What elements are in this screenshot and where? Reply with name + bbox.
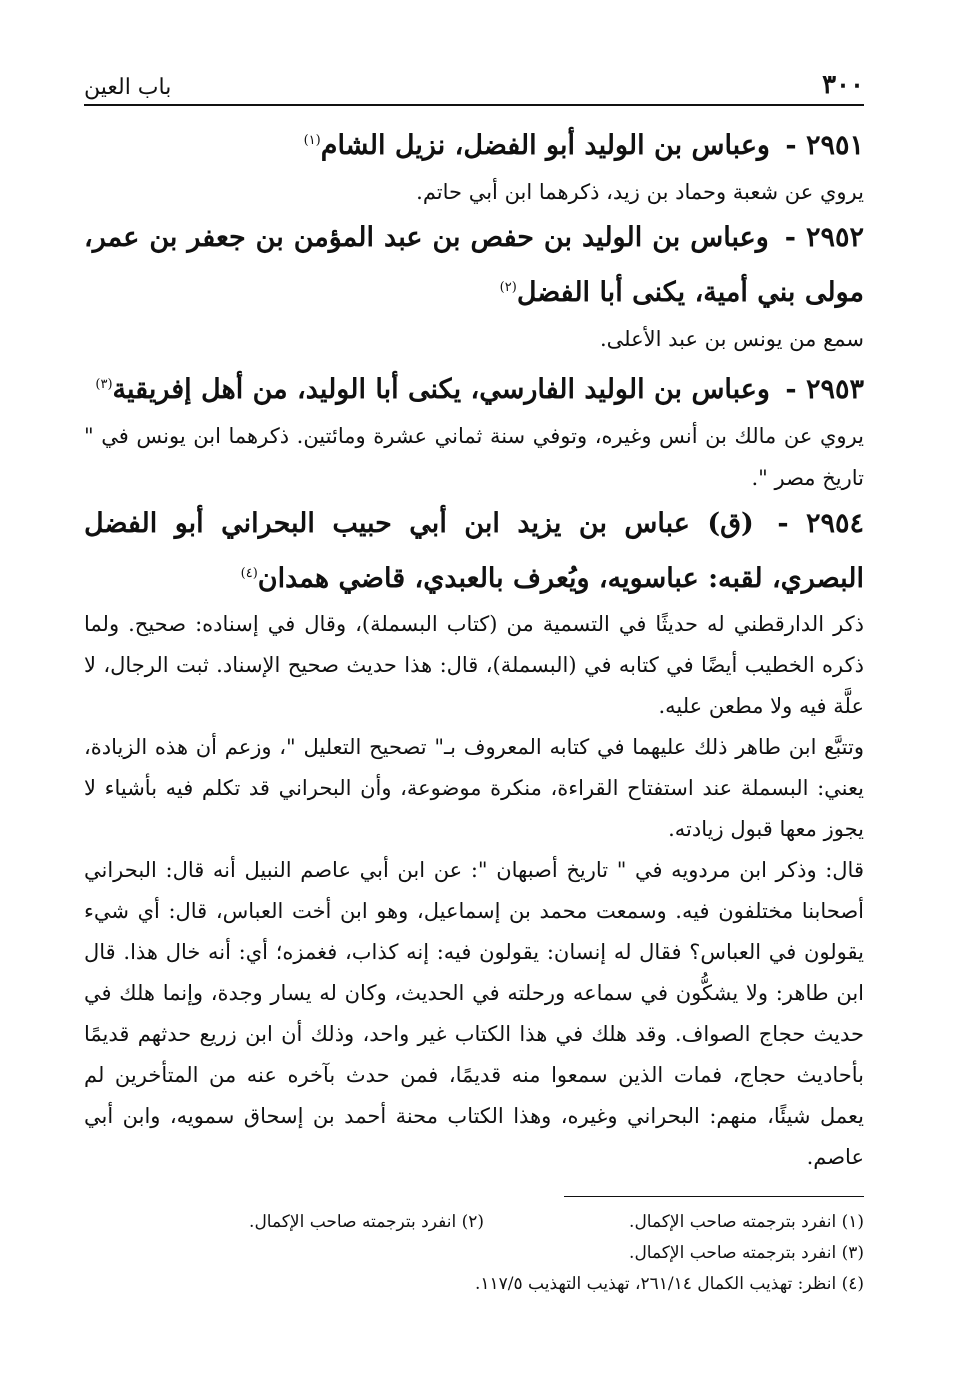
body-paragraph: وتتبَّع ابن طاهر ذلك عليهما في كتابه المعروف بـ" تصحيح التعليل "، وزعم أن هذه الزيادة، يعني: البسملة عند استفتاح القراءة، منكرة موضوعة، وأن البحراني قد تكلم فيه بأشياء لا يجوز معها قبول زيادته.: [84, 735, 864, 841]
footnote-ref[interactable]: (٢): [499, 280, 517, 295]
entry-title-text: وعباس بن الوليد بن حفص بن عبد المؤمن بن جعفر بن عمر، مولى بني أمية، يكنى أبا الفضل: [84, 222, 864, 308]
footnote-divider: [564, 1196, 864, 1197]
footnote-row: [84, 1207, 864, 1238]
entry-number: ٢٩٥٤ -: [777, 508, 865, 539]
entry-number: ٢٩٥٣ -: [785, 374, 864, 405]
entry-title: [84, 213, 864, 318]
footnote: (٢) انفرد بترجمته صاحب الإكمال.: [249, 1212, 484, 1232]
entry-body: يروي عن شعبة وحماد بن زيد، ذكرهما ابن أبي حاتم.: [416, 180, 864, 204]
page-number: ٣٠٠: [822, 70, 864, 100]
page-header: [84, 60, 864, 106]
body-paragraph: ذكر الدارقطني له حديثًا في التسمية من (كتاب البسملة)، وقال في إسناده: صحيح. ولما ذكره الخطيب أيضًا في كتابه في (البسملة)، قال: هذا حديث صحيح الإسناد. ثبت الرجال، لا علَّة فيه ولا مطعن عليه.: [84, 612, 864, 718]
entry-title-text: وعباس بن الوليد أبو الفضل، نزيل الشام: [320, 130, 770, 161]
entry-body: يروي عن مالك بن أنس وغيره، وتوفي سنة ثماني عشرة ومائتين. ذكرهما ابن يونس في " تاريخ مصر ".: [84, 424, 864, 490]
entry-title: [84, 360, 864, 415]
entry-number: ٢٩٥٢ -: [784, 222, 864, 253]
footnote: (٤) انظر: تهذيب الكمال ٢٦١/١٤، تهذيب التهذيب ١١٧/٥.: [474, 1274, 864, 1294]
body-paragraph: قال: وذكر ابن مردويه في " تاريخ أصبهان ": عن ابن أبي عاصم النبيل أنه قال: البحراني أصحابنا مختلفون فيه. وسمعت محمد بن إسماعيل، وهو ابن أخت العباس، قال: أي شيء يقولون في العباس؟ فقال له إنسان: يقولون فيه: إنه كذاب، فغمزه؛ أي: أنه خال هذا. قال ابن طاهر: ولا يشكُّون في سماعه ورحلته في الحديث، وكان له يسار وجدة، وإنما هلك في حديث حجاج الصواف. وقد هلك في هذا الكتاب غير واحد، وذلك أن ابن زريع حدثهم قديمًا بأحاديث حجاج، فمات الذين سمعوا منه قديمًا، فمن حدث بآخره عنه من المتأخرين لم يعمل شيئًا، منهم: البحراني وغيره، وهذا الكتاب محنة أحمد بن إسحاق سمويه، وابن أبي عاصم.: [84, 858, 864, 1169]
entry-number: ٢٩٥١ -: [785, 130, 864, 161]
entry-title-text: (ق) عباس بن يزيد ابن أبي حبيب البحراني أبو الفضل البصري، لقبه: عباسويه، ويُعرف بالعبدي، قاضي همدان: [84, 508, 864, 594]
footnote-ref[interactable]: (٤): [240, 566, 258, 581]
entry-title: [84, 499, 864, 604]
footnote: (١) انفرد بترجمته صاحب الإكمال.: [629, 1212, 864, 1232]
footnote-ref[interactable]: (١): [303, 133, 321, 148]
entry-title-text: وعباس بن الوليد الفارسي، يكنى أبا الوليد، من أهل إفريقية: [112, 374, 770, 405]
footnote-ref[interactable]: (٣): [95, 377, 113, 392]
entry-title: [84, 116, 864, 171]
footnote: (٣) انفرد بترجمته صاحب الإكمال.: [629, 1243, 864, 1263]
page-content: [84, 116, 864, 1178]
footnotes: [84, 1207, 864, 1300]
running-head: باب العين: [84, 75, 172, 100]
entry-body: سمع من يونس بن عبد الأعلى.: [599, 327, 864, 351]
book-page: [84, 60, 864, 1300]
